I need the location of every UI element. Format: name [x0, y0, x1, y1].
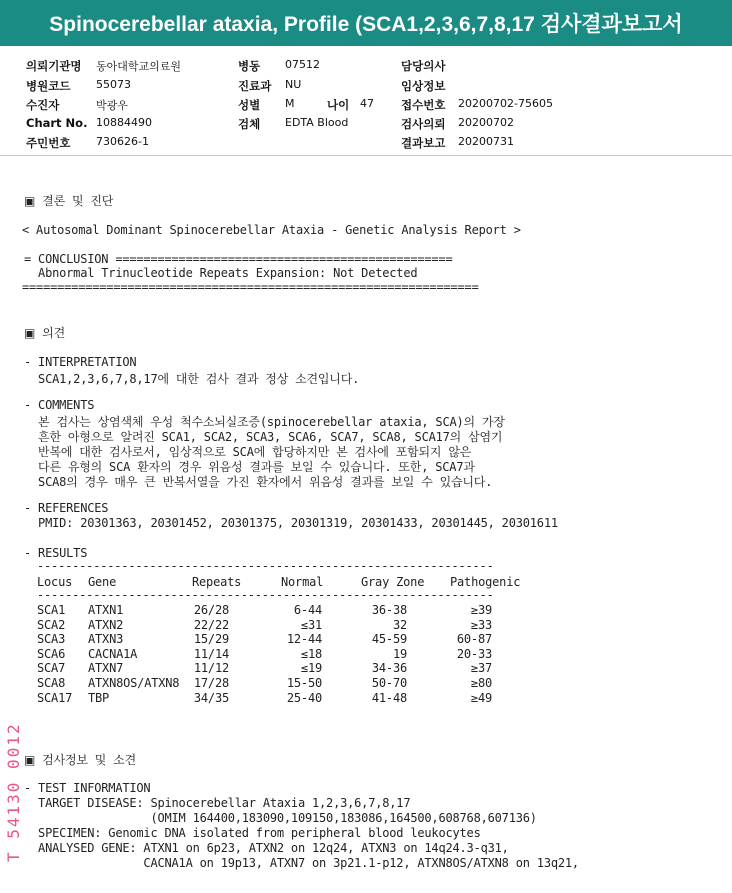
- cell-pathogenic: 60-87: [456, 632, 492, 647]
- resident-label: 주민번호: [26, 136, 71, 150]
- institution-label: 의뢰기관명: [26, 59, 82, 73]
- cell-gray-zone: 45-59: [371, 632, 407, 647]
- cell-gray-zone: 19: [392, 646, 407, 661]
- report-subtitle: < Autosomal Dominant Spinocerebellar Ataxia - Genetic Analysis Report >: [22, 223, 521, 237]
- sex-value: M: [285, 97, 295, 110]
- cell-pathogenic: ≥39: [470, 603, 492, 617]
- age-label: 나이: [327, 98, 350, 112]
- patient-value: 박광우: [96, 99, 128, 112]
- cell-normal: ≤31: [300, 617, 322, 632]
- comments-line: SCA8의 경우 매우 큰 반복서열을 가진 환자에서 위음성 결과를 보일 수 있습니다.: [24, 475, 493, 489]
- cell-locus: SCA2: [37, 617, 66, 632]
- report-title-bar: [0, 0, 732, 46]
- cell-locus: SCA1: [37, 603, 66, 617]
- request-value: 20200702: [458, 116, 514, 129]
- cell-gene: ATXN1: [88, 603, 124, 617]
- resident-value: 730626-1: [96, 135, 149, 148]
- interpretation-header: - INTERPRETATION: [24, 355, 137, 369]
- col-normal: Normal: [281, 575, 324, 589]
- results-rule-top: -----------------------------------------------------------------: [37, 559, 494, 573]
- cell-pathogenic: ≥80: [470, 676, 492, 690]
- square-bullet-icon: ▣: [24, 194, 36, 208]
- cell-gene: CACNA1A: [88, 646, 138, 661]
- request-label: 검사의뢰: [401, 117, 446, 131]
- cell-gray-zone: 32: [392, 617, 407, 632]
- conclusion-rule: =================================================================: [22, 280, 479, 294]
- specimen-label: 검체: [238, 117, 261, 131]
- cell-normal: ≤19: [300, 661, 322, 676]
- cell-gray-zone: 34-36: [371, 661, 407, 676]
- result-value: 20200731: [458, 135, 514, 148]
- cell-gray-zone: 50-70: [371, 676, 407, 690]
- col-pathogenic: Pathogenic: [450, 575, 521, 589]
- specimen-value: EDTA Blood: [285, 116, 349, 129]
- cell-repeats: 26/28: [193, 603, 229, 617]
- cell-gray-zone: 36-38: [371, 603, 407, 617]
- cell-pathogenic: ≥49: [470, 690, 492, 705]
- cell-locus: SCA3: [37, 632, 66, 647]
- conclusion-header: = CONCLUSION ================================================: [24, 252, 453, 266]
- age-value: 47: [360, 97, 374, 110]
- cell-gray-zone: 41-48: [371, 690, 407, 705]
- cell-locus: SCA6: [37, 646, 66, 661]
- hospital-code-label: 병원코드: [26, 79, 71, 93]
- cell-locus: SCA7: [37, 661, 66, 676]
- clinical-label: 임상정보: [401, 79, 446, 93]
- sex-label: 성별: [238, 98, 261, 112]
- cell-repeats: 11/12: [193, 661, 229, 676]
- patient-info-panel: [0, 52, 732, 152]
- section-conclusion-heading: ▣ 결론 및 진단: [24, 194, 114, 208]
- interpretation-text: SCA1,2,3,6,7,8,17에 대한 검사 결과 정상 소견입니다.: [24, 372, 360, 386]
- chart-label: Chart No.: [26, 116, 88, 130]
- doctor-label: 담당의사: [401, 59, 446, 73]
- col-locus: Locus: [37, 575, 73, 589]
- cell-locus: SCA17: [37, 690, 73, 705]
- patient-label: 수진자: [26, 98, 60, 112]
- cell-gene: TBP: [88, 690, 110, 705]
- col-gene: Gene: [88, 575, 117, 589]
- report-title: Spinocerebellar ataxia, Profile (SCA1,2,3,6,7,8,17 검사결과보고서: [49, 13, 683, 36]
- square-bullet-icon: ▣: [24, 753, 36, 767]
- cell-repeats: 15/29: [193, 632, 229, 647]
- header-divider: [0, 155, 732, 156]
- barcode-stamp: T 54130 0012: [4, 722, 23, 862]
- section-opinion-heading: ▣ 의견: [24, 326, 65, 340]
- cell-repeats: 11/14: [193, 646, 229, 661]
- section-testinfo-heading: ▣ 검사정보 및 소견: [24, 753, 136, 767]
- square-bullet-icon: ▣: [24, 326, 36, 340]
- accession-value: 20200702-75605: [458, 97, 553, 110]
- results-rule-bottom: -----------------------------------------------------------------: [37, 588, 494, 602]
- cell-gene: ATXN2: [88, 617, 124, 632]
- references-header: - REFERENCES: [24, 501, 109, 515]
- cell-normal: 6-44: [293, 603, 322, 617]
- cell-locus: SCA8: [37, 676, 66, 690]
- results-header: - RESULTS: [24, 546, 88, 560]
- ward-label: 병동: [238, 59, 261, 73]
- dept-value: NU: [285, 78, 302, 91]
- test-info-line: - TEST INFORMATION: [24, 781, 151, 795]
- cell-gene: ATXN3: [88, 632, 124, 647]
- cell-gene: ATXN8OS/ATXN8: [88, 676, 180, 690]
- comments-line: 반복에 대한 검사로서, 임상적으로 SCA에 합당하지만 본 검사에 포함되지 않은: [24, 445, 472, 459]
- col-repeats: Repeats: [192, 575, 242, 589]
- ward-value: 07512: [285, 58, 320, 71]
- comments-line: 본 검사는 상염색체 우성 척수소뇌실조증(spinocerebellar ataxia, SCA)의 가장: [24, 415, 505, 429]
- comments-line: 다른 유형의 SCA 환자의 경우 위음성 결과를 보일 수 있습니다. 또한, SCA7과: [24, 460, 475, 474]
- result-label: 결과보고: [401, 136, 446, 150]
- cell-normal: 15-50: [286, 676, 322, 690]
- test-info-line: SPECIMEN: Genomic DNA isolated from peripheral blood leukocytes: [24, 826, 481, 840]
- cell-normal: ≤18: [300, 646, 322, 661]
- cell-repeats: 22/22: [193, 617, 229, 632]
- accession-label: 접수번호: [401, 98, 446, 112]
- cell-normal: 12-44: [286, 632, 322, 647]
- dept-label: 진료과: [238, 79, 272, 93]
- comments-line: 흔한 아형으로 알려진 SCA1, SCA2, SCA3, SCA6, SCA7, SCA8, SCA17의 삼염기: [24, 430, 503, 444]
- hospital-code-value: 55073: [96, 78, 131, 91]
- col-gray-zone: Gray Zone: [361, 575, 425, 589]
- institution-value: 동아대학교의료원: [96, 60, 182, 73]
- cell-pathogenic: 20-33: [456, 646, 492, 661]
- test-info-line: ANALYSED GENE: ATXN1 on 6p23, ATXN2 on 12q24, ATXN3 on 14q24.3-q31,: [24, 841, 509, 855]
- cell-pathogenic: ≥33: [470, 617, 492, 632]
- comments-header: - COMMENTS: [24, 398, 95, 412]
- cell-repeats: 34/35: [193, 690, 229, 705]
- chart-value: 10884490: [96, 116, 152, 129]
- test-info-line: (OMIM 164400,183090,109150,183086,164500,608768,607136): [24, 811, 537, 825]
- cell-repeats: 17/28: [193, 676, 229, 690]
- references-text: PMID: 20301363, 20301452, 20301375, 20301319, 20301433, 20301445, 20301611: [24, 516, 558, 530]
- conclusion-text: Abnormal Trinucleotide Repeats Expansion: Not Detected: [24, 266, 418, 280]
- cell-pathogenic: ≥37: [470, 661, 492, 676]
- cell-gene: ATXN7: [88, 661, 124, 676]
- test-info-line: CACNA1A on 19p13, ATXN7 on 3p21.1-p12, ATXN8OS/ATXN8 on 13q21,: [24, 856, 579, 870]
- cell-normal: 25-40: [286, 690, 322, 705]
- test-info-line: TARGET DISEASE: Spinocerebellar Ataxia 1,2,3,6,7,8,17: [24, 796, 411, 810]
